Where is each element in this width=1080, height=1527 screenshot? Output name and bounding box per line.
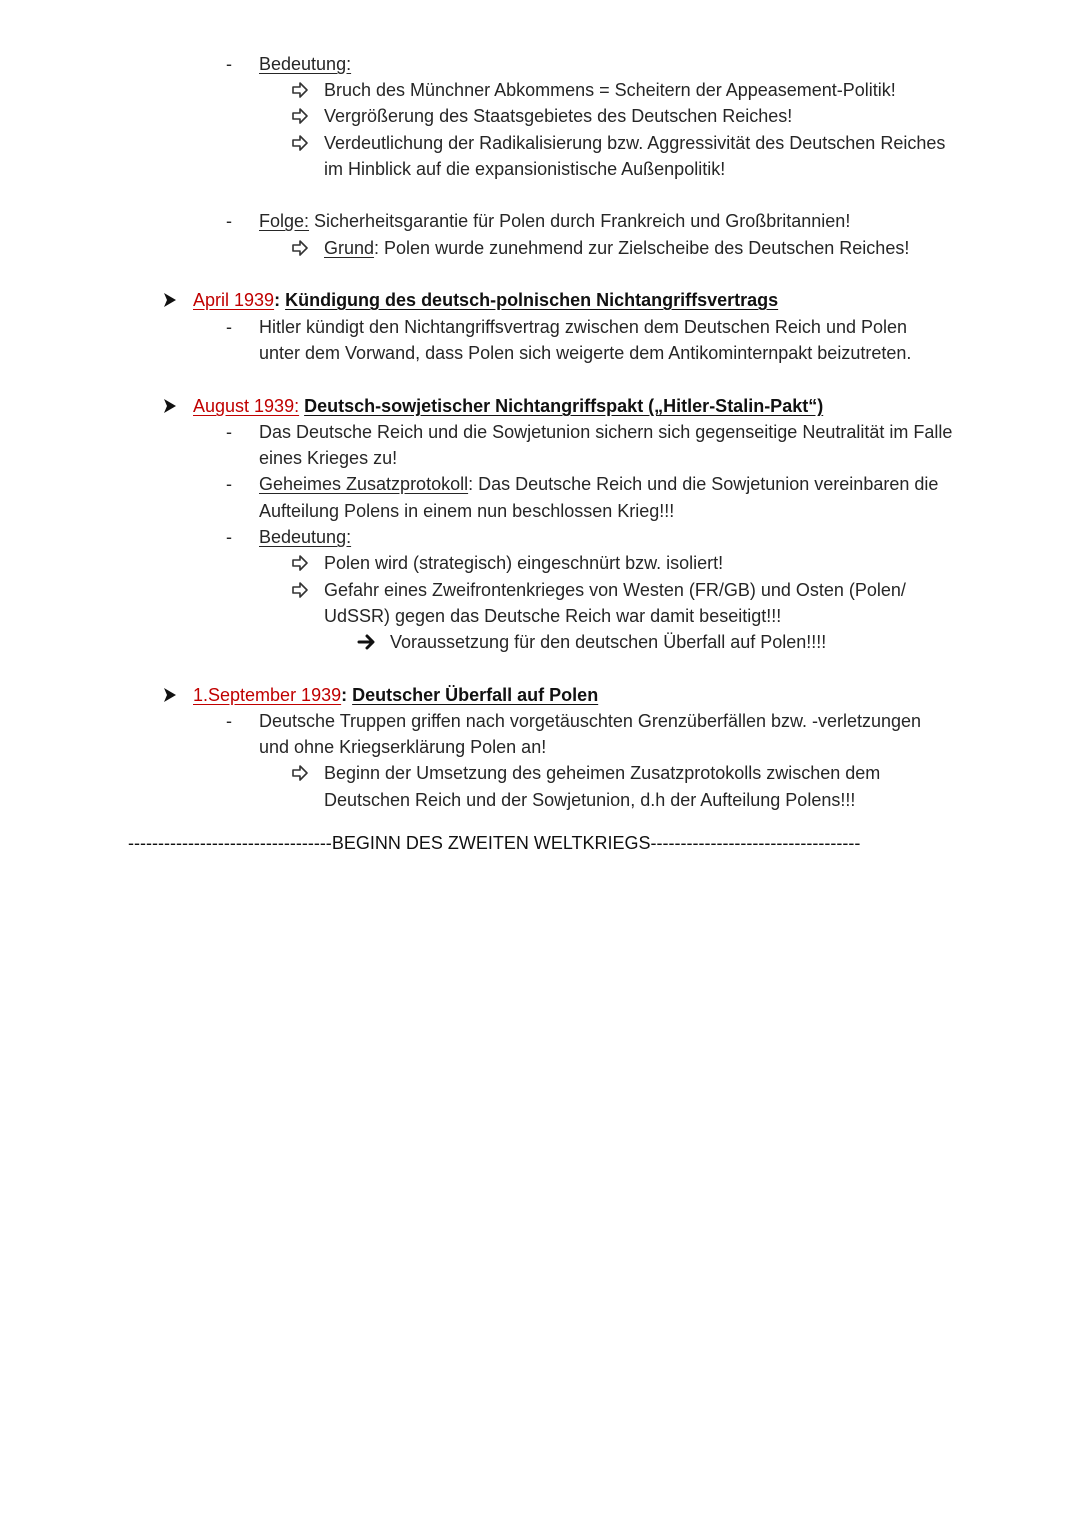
september-item-cont: Deutschen Reich und der Sowjetunion, d.h der Aufteilung Polens!!! — [324, 790, 856, 810]
august-text: Das Deutsche Reich und die Sowjetunion sichern sich gegenseitige Neutralität im Falle — [259, 422, 953, 442]
september-text-cont: und ohne Kriegserklärung Polen an! — [259, 737, 547, 757]
date-august: August 1939: — [193, 396, 300, 416]
bold-arrow-icon — [357, 629, 377, 655]
list-dash: - — [226, 317, 232, 337]
bedeutung-label-august: Bedeutung: — [259, 527, 352, 547]
folge-text: Sicherheitsgarantie für Polen durch Frankreich und Großbritannien! — [309, 211, 851, 231]
list-dash: - — [226, 422, 232, 442]
hollow-arrow-icon — [291, 550, 309, 576]
title-august: Deutsch-sowjetischer Nichtangriffspakt („Hitler-Stalin-Pakt“) — [304, 396, 824, 416]
april-text-cont: unter dem Vorwand, dass Polen sich weigerte dem Antikominternpakt beizutreten. — [259, 343, 912, 363]
protokoll-line — [259, 471, 938, 497]
triangle-bullet-icon — [162, 393, 178, 419]
bedeutung-item: Bruch des Münchner Abkommens = Scheitern der Appeasement-Politik! — [324, 80, 896, 100]
september-text: Deutsche Truppen griffen nach vorgetäuschten Grenzüberfällen bzw. -verletzungen — [259, 711, 922, 731]
separator-dashes-right: ----------------------------------- — [650, 833, 861, 853]
section-separator — [128, 830, 908, 856]
grund-label: Grund — [324, 238, 375, 258]
list-dash: - — [226, 711, 232, 731]
bedeutung-item: Vergrößerung des Staatsgebietes des Deutschen Reiches! — [324, 106, 793, 126]
hollow-arrow-icon — [291, 77, 309, 103]
bedeutung-item: Verdeutlichung der Radikalisierung bzw. Aggressivität des Deutschen Reiches — [324, 133, 946, 153]
protokoll-text: : Das Deutsche Reich und die Sowjetunion vereinbaren die — [468, 474, 939, 494]
list-dash: - — [226, 527, 232, 547]
section-heading-september: 1.September 1939: Deutscher Überfall auf Polen — [193, 685, 599, 705]
august-text-cont: eines Krieges zu! — [259, 448, 398, 468]
triangle-bullet-icon — [162, 682, 178, 708]
hollow-arrow-icon — [291, 235, 309, 261]
grund-text: : Polen wurde zunehmend zur Zielscheibe des Deutschen Reiches! — [374, 238, 910, 258]
triangle-bullet-icon — [162, 287, 178, 313]
hollow-arrow-icon — [291, 130, 309, 156]
title-april: Kündigung des deutsch-polnischen Nichtangriffsvertrags — [285, 290, 779, 310]
bedeutung-item-cont: im Hinblick auf die expansionistische Außenpolitik! — [324, 159, 726, 179]
grund-line — [324, 235, 909, 261]
section-heading-august — [193, 393, 823, 419]
bedeutung-label: Bedeutung: — [259, 54, 352, 74]
date-september: 1.September 1939 — [193, 685, 342, 705]
folge-label: Folge: — [259, 211, 310, 231]
list-dash: - — [226, 211, 232, 231]
september-item: Beginn der Umsetzung des geheimen Zusatzprotokolls zwischen dem — [324, 763, 881, 783]
august-item: Gefahr eines Zweifrontenkrieges von Westen (FR/GB) und Osten (Polen/ — [324, 580, 906, 600]
protokoll-label: Geheimes Zusatzprotokoll — [259, 474, 469, 494]
list-dash: - — [226, 474, 232, 494]
section-heading-april: April 1939: Kündigung des deutsch-polnischen Nichtangriffsvertrags — [193, 290, 779, 310]
date-april: April 1939 — [193, 290, 275, 310]
list-dash: - — [226, 54, 232, 74]
separator-title: BEGINN DES ZWEITEN WELTKRIEGS — [331, 833, 651, 853]
august-item-cont: UdSSR) gegen das Deutsche Reich war damit beseitigt!!! — [324, 606, 782, 626]
protokoll-cont: Aufteilung Polens in einem nun beschlossen Krieg!!! — [259, 501, 675, 521]
title-september: Deutscher Überfall auf Polen — [352, 685, 599, 705]
hollow-arrow-icon — [291, 577, 309, 603]
folge-line — [259, 208, 850, 234]
august-item: Polen wird (strategisch) eingeschnürt bzw. isoliert! — [324, 553, 724, 573]
hollow-arrow-icon — [291, 103, 309, 129]
hollow-arrow-icon — [291, 760, 309, 786]
august-conclusion: Voraussetzung für den deutschen Überfall auf Polen!!!! — [390, 632, 827, 652]
separator-dashes-left: ---------------------------------- — [128, 833, 332, 853]
april-text: Hitler kündigt den Nichtangriffsvertrag zwischen dem Deutschen Reich und Polen — [259, 317, 908, 337]
